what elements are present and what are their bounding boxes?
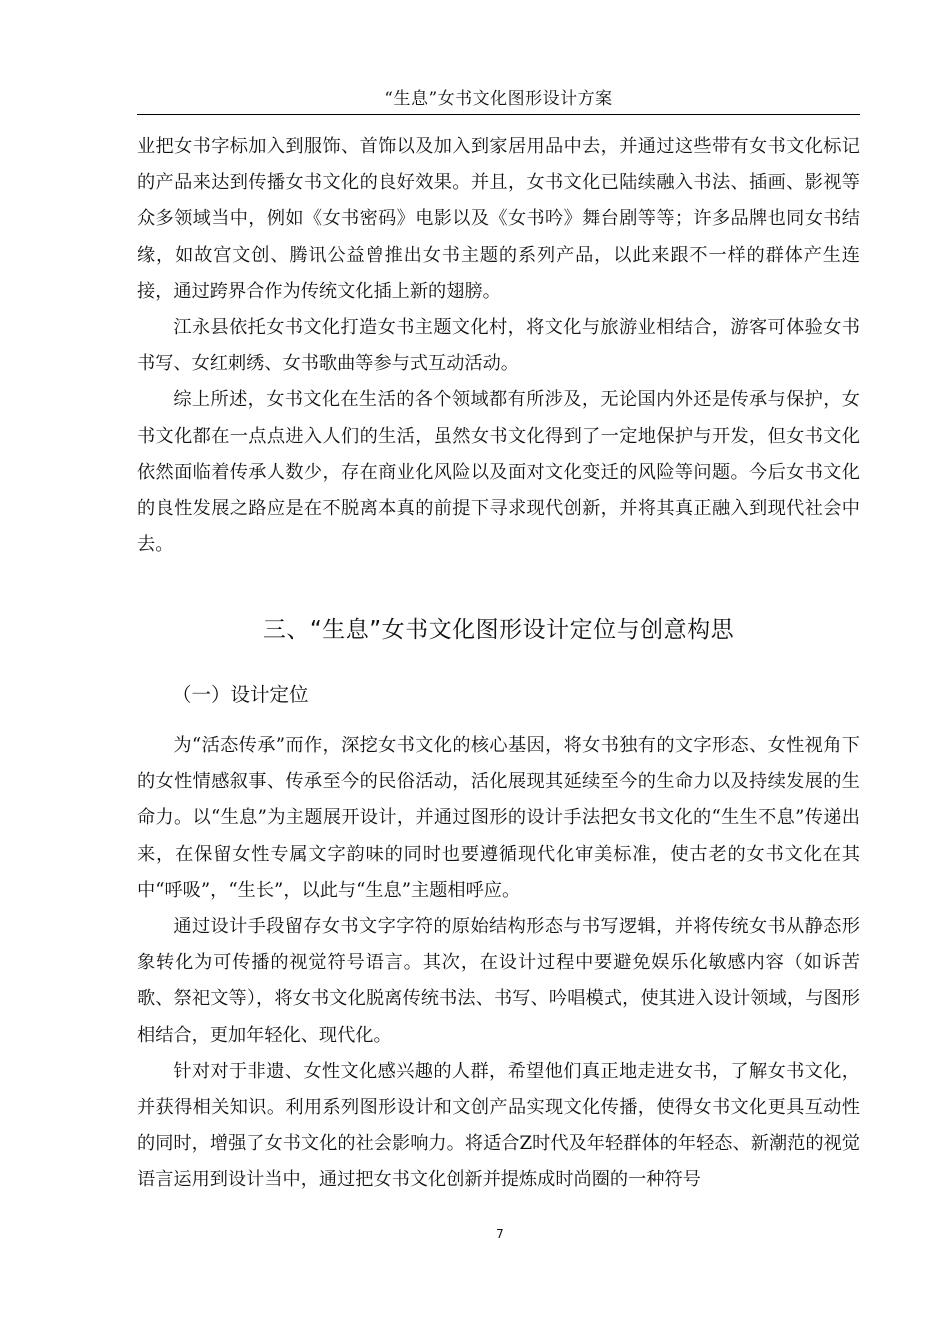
body-text-upper [137,129,860,563]
paragraph: 通过设计手段留存女书文字字符的原始结构形态与书写逻辑，并将传统女书从静态形象转化为可传播的视觉符号语言。其次，在设计过程中要避免娱乐化敏感内容（如诉苦歌、祭祀文等），将女书文化脱离传统书法、书写、吟唱模式，使其进入设计领域，与图形相结合，更加年轻化、现代化。 [137,916,860,1046]
paragraph: 为“活态传承”而作，深挖女书文化的核心基因，将女书独有的文字形态、女性视角下的女性情感叙事、传承至今的民俗活动，活化展现其延续至今的生命力以及持续发展的生命力。以“生息”为主题展开设计，并通过图形的设计手法把女书文化的“生生不息”传递出来，在保留女性专属文字韵味的同时也要遵循现代化审美标准，使古老的女书文化在其中“呼吸”，“生长”，以此与“生息”主题相呼应。 [137,735,860,901]
header-divider [137,114,860,115]
paragraph: 针对对于非遗、女性文化感兴趣的人群，希望他们真正地走进女书，了解女书文化，并获得相关知识。利用系列图形设计和文创产品实现文化传播，使得女书文化更具互动性的同时，增强了女书文化的社会影响力。将适合Z时代及年轻群体的年轻态、新潮范的视觉语言运用到设计当中，通过把女书文化创新并提炼成时尚圈的一种符号 [137,1060,860,1191]
paragraph: 江永县依托女书文化打造女书主题文化村，将文化与旅游业相结合，游客可体验女书书写、女红刺绣、女书歌曲等参与式互动活动。 [137,317,860,375]
running-header: “生息”女书文化图形设计方案 [384,89,613,109]
paragraph-continued: 业把女书字标加入到服饰、首饰以及加入到家居用品中去，并通过这些带有女书文化标记的产品来达到传播女书文化的良好效果。并且，女书文化已陆续融入书法、插画、影视等众多领域当中，例如《女书密码》电影以及《女书吟》舞台剧等等；许多品牌也同女书结缘，如故宫文创、腾讯公益曾推出女书主题的系列产品，以此来跟不一样的群体产生连接，通过跨界合作为传统文化插上新的翅膀。 [137,136,860,302]
subsection-heading: （一）设计定位 [172,683,309,706]
body-text-lower [137,728,860,1199]
page-number: 7 [496,1227,504,1241]
section-heading: 三、“生息”女书文化图形设计定位与创意构思 [262,617,735,643]
paragraph: 综上所述，女书文化在生活的各个领域都有所涉及，无论国内外还是传承与保护，女书文化都在一点点进入人们的生活，虽然女书文化得到了一定地保护与开发，但女书文化依然面临着传承人数少，存在商业化风险以及面对文化变迁的风险等问题。今后女书文化的良性发展之路应是在不脱离本真的前提下寻求现代创新，并将其真正融入到现代社会中去。 [137,389,860,556]
